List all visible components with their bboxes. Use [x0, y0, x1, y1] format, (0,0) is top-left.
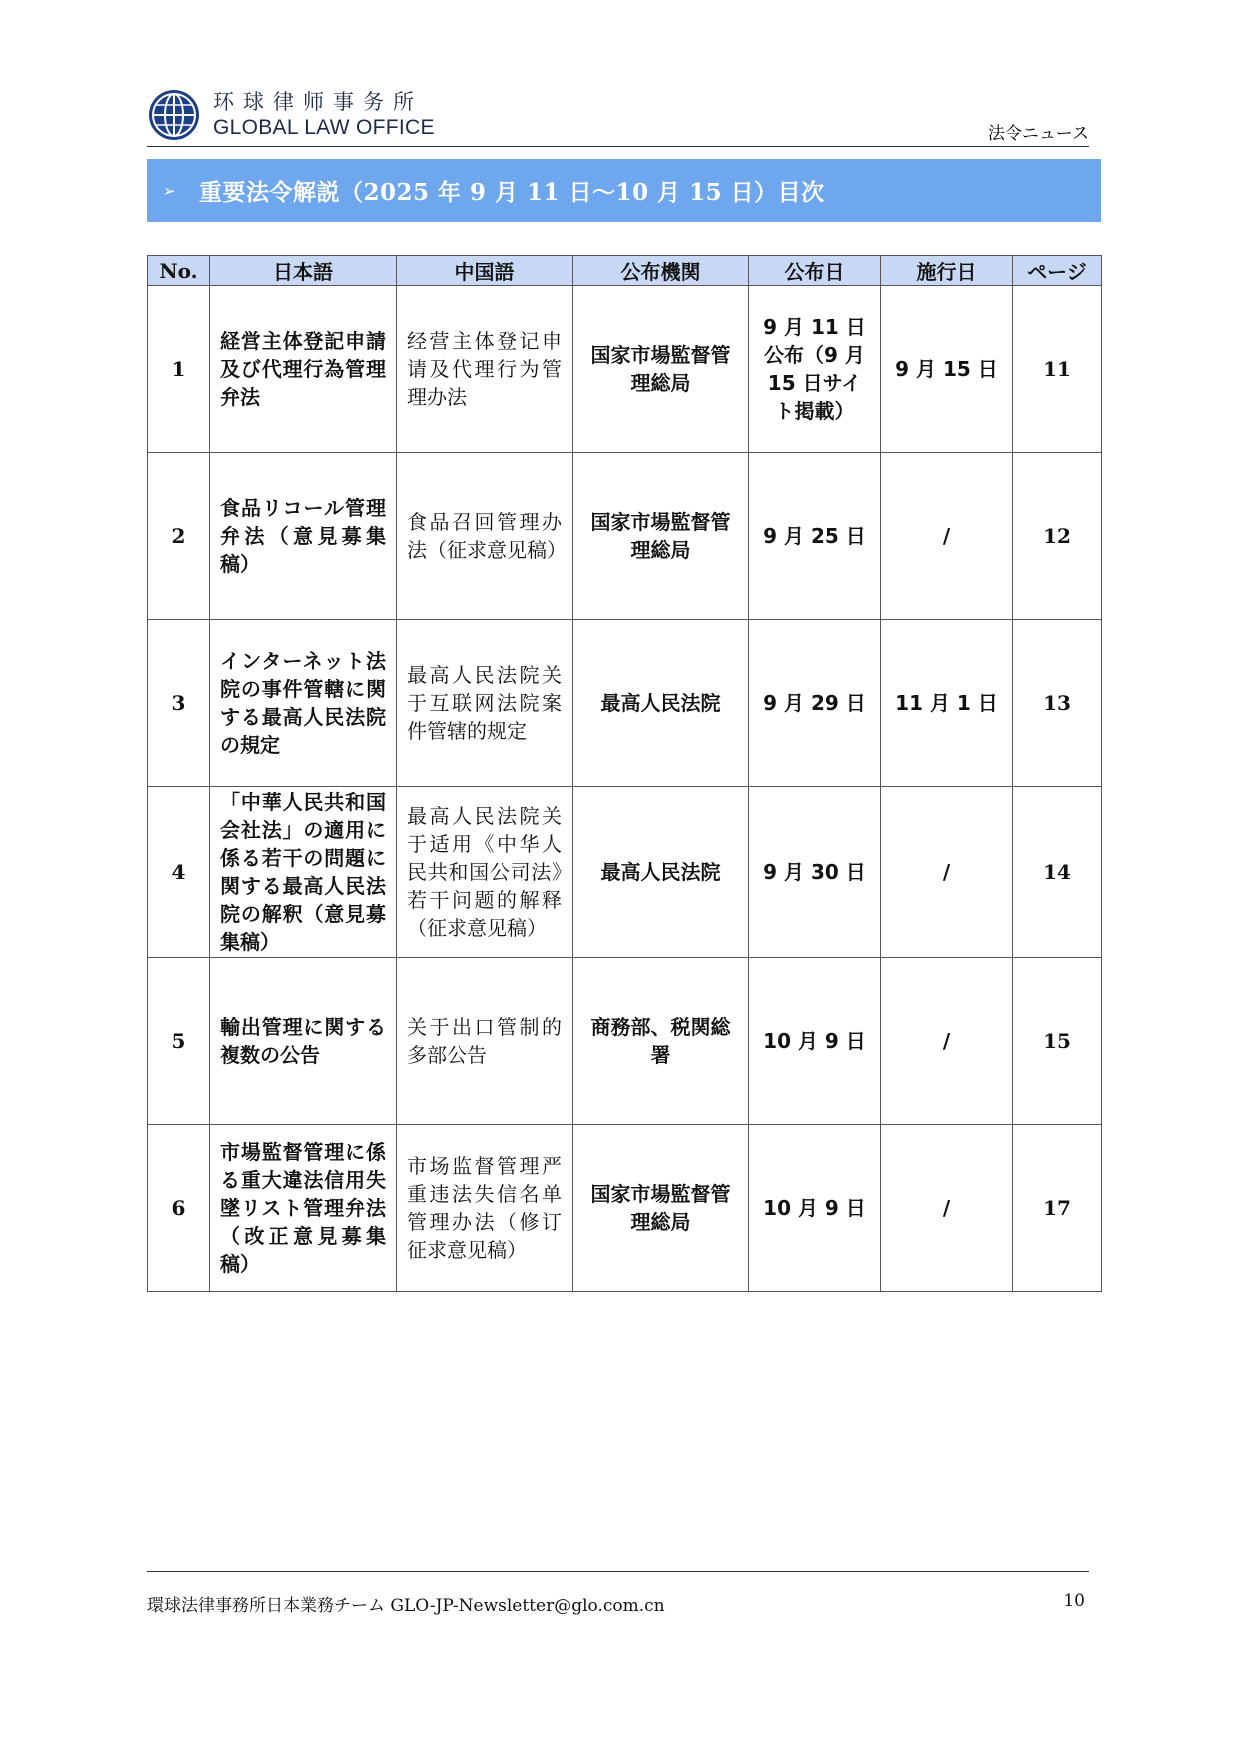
header-publication-date: 公布日 — [749, 256, 881, 286]
row-number: 2 — [148, 453, 210, 620]
chinese-title: 食品召回管理办法（征求意见稿） — [397, 453, 573, 620]
japanese-title: 経営主体登記申請及び代理行為管理弁法 — [210, 286, 397, 453]
publication-date: 10 月 9 日 — [749, 958, 881, 1125]
japanese-title: 「中華人民共和国会社法」の適用に係る若干の問題に関する最高人民法院の解釈（意見募集稿） — [210, 787, 397, 958]
newsletter-label: 法令ニュース — [987, 124, 1089, 144]
header-chinese: 中国語 — [397, 256, 573, 286]
effective-date: / — [881, 453, 1013, 620]
section-title-bar — [147, 159, 1101, 222]
chinese-title: 经营主体登记申请及代理行为管理办法 — [397, 286, 573, 453]
page-number: 15 — [1013, 958, 1102, 1125]
effective-date: / — [881, 787, 1013, 958]
issuing-authority: 最高人民法院 — [573, 620, 749, 787]
publication-date: 9 月 25 日 — [749, 453, 881, 620]
footer-contact: 環球法律事務所日本業務チーム GLO-JP-Newsletter@glo.com.cn — [147, 1596, 665, 1616]
header-japanese: 日本語 — [210, 256, 397, 286]
page-number: 14 — [1013, 787, 1102, 958]
table-row — [148, 958, 1102, 1125]
japanese-title: 輸出管理に関する複数の公告 — [210, 958, 397, 1125]
logo-chinese-name: 环球律师事务所 — [213, 90, 423, 114]
header-no: No. — [148, 256, 210, 286]
header-issuing-authority: 公布機関 — [573, 256, 749, 286]
table-row — [148, 1125, 1102, 1292]
row-number: 6 — [148, 1125, 210, 1292]
row-number: 5 — [148, 958, 210, 1125]
header-effective-date: 施行日 — [881, 256, 1013, 286]
chinese-title: 最高人民法院关于适用《中华人民共和国公司法》若干问题的解释（征求意见稿） — [397, 787, 573, 958]
contents-table — [147, 255, 1102, 1292]
effective-date: 9 月 15 日 — [881, 286, 1013, 453]
japanese-title: 市場監督管理に係る重大違法信用失墜リスト管理弁法（改正意見募集稿） — [210, 1125, 397, 1292]
table-header-row — [148, 256, 1102, 286]
effective-date: / — [881, 1125, 1013, 1292]
effective-date: 11 月 1 日 — [881, 620, 1013, 787]
row-number: 1 — [148, 286, 210, 453]
japanese-title: インターネット法院の事件管轄に関する最高人民法院の規定 — [210, 620, 397, 787]
table-row — [148, 453, 1102, 620]
footer-divider — [147, 1571, 1089, 1572]
effective-date: / — [881, 958, 1013, 1125]
issuing-authority: 最高人民法院 — [573, 787, 749, 958]
issuing-authority: 国家市場監督管理総局 — [573, 453, 749, 620]
japanese-title: 食品リコール管理弁法（意見募集稿） — [210, 453, 397, 620]
issuing-authority: 国家市場監督管理総局 — [573, 1125, 749, 1292]
publication-date: 9 月 11 日公布（9 月 15 日サイト掲載） — [749, 286, 881, 453]
page-number: 13 — [1013, 620, 1102, 787]
page-header — [147, 84, 1089, 146]
table-row — [148, 787, 1102, 958]
publication-date: 9 月 29 日 — [749, 620, 881, 787]
publication-date: 9 月 30 日 — [749, 787, 881, 958]
footer-page-number: 10 — [1063, 1591, 1085, 1611]
header-divider — [147, 146, 1089, 147]
arrow-bullet-icon: ➢ — [163, 181, 176, 200]
page-number: 12 — [1013, 453, 1102, 620]
row-number: 3 — [148, 620, 210, 787]
page-number: 11 — [1013, 286, 1102, 453]
chinese-title: 市场监督管理严重违法失信名单管理办法（修订征求意见稿） — [397, 1125, 573, 1292]
chinese-title: 关于出口管制的多部公告 — [397, 958, 573, 1125]
row-number: 4 — [148, 787, 210, 958]
globe-logo-icon — [147, 88, 201, 142]
chinese-title: 最高人民法院关于互联网法院案件管辖的规定 — [397, 620, 573, 787]
logo-english-name: GLOBAL LAW OFFICE — [213, 116, 435, 139]
page-number: 17 — [1013, 1125, 1102, 1292]
table-row — [148, 286, 1102, 453]
table-row — [148, 620, 1102, 787]
header-page: ページ — [1013, 256, 1102, 286]
section-title: 重要法令解説（2025 年 9 月 11 日〜10 月 15 日）目次 — [199, 179, 825, 206]
issuing-authority: 商務部、税関総署 — [573, 958, 749, 1125]
publication-date: 10 月 9 日 — [749, 1125, 881, 1292]
issuing-authority: 国家市場監督管理総局 — [573, 286, 749, 453]
